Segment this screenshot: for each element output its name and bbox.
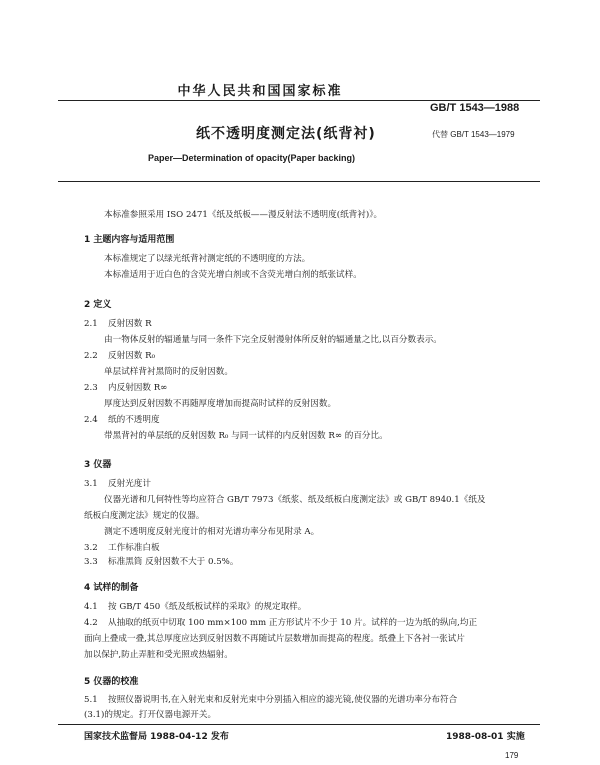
replaces-standard: 代替 GB/T 1543—1979 <box>432 130 515 139</box>
section-5-heading: 5 仪器的校准 <box>84 677 139 687</box>
definition-2-3-title: 内反射因数 R∞ <box>108 383 168 393</box>
instrument-3-1-text-line-2: 纸板白度测定法》规定的仪器。 <box>84 511 205 521</box>
calibration-5-1-number: 5.1 <box>84 695 98 705</box>
section-1-paragraph-2: 本标准适用于近白色的含荧光增白剂或不含荧光增白剂的纸张试样。 <box>104 270 362 280</box>
procedure-4-2-text-line-2: 面向上叠成一叠,其总厚度应达到反射因数不再随试片层数增加而提高的程度。纸叠上下各衬一张试片 <box>84 634 465 644</box>
instrument-3-2-title: 工作标准白板 <box>108 543 160 553</box>
instrument-3-1-text-line-1: 仪器光谱和几何特性等均应符合 GB/T 7973《纸浆、纸及纸板白度测定法》或 GB/T 8940.1《纸及 <box>104 495 486 505</box>
definition-2-1-number: 2.1 <box>84 319 98 329</box>
instrument-3-3-text: 标准黑筒 反射因数不大于 0.5%。 <box>108 557 239 567</box>
instrument-3-2-number: 3.2 <box>84 543 98 553</box>
instrument-3-1-number: 3.1 <box>84 479 98 489</box>
procedure-4-2-text-line-3: 加以保护,防止弄脏和受光照或热辐射。 <box>84 650 233 660</box>
section-1-heading: 1 主题内容与适用范围 <box>84 235 175 245</box>
instrument-3-1-title: 反射光度计 <box>108 479 151 489</box>
definition-2-1-title: 反射因数 R <box>108 319 152 329</box>
effective-date: 1988-08-01 实施 <box>446 732 525 742</box>
section-4-heading: 4 试样的制备 <box>84 583 139 593</box>
definition-2-3-number: 2.3 <box>84 383 98 393</box>
definition-2-4-number: 2.4 <box>84 415 98 425</box>
section-2-heading: 2 定义 <box>84 300 112 310</box>
issue-date: 国家技术监督局 1988-04-12 发布 <box>84 732 229 742</box>
calibration-5-1-text-line-2: (3.1)的规定。打开仪器电源开关。 <box>84 710 217 720</box>
procedure-4-1-number: 4.1 <box>84 602 98 612</box>
definition-2-2-number: 2.2 <box>84 351 98 361</box>
standard-number: GB/T 1543—1988 <box>430 102 520 114</box>
definition-2-2-title: 反射因数 R₀ <box>108 351 156 361</box>
top-rule <box>58 100 540 101</box>
page-number: 179 <box>505 751 519 760</box>
footer-rule <box>58 724 540 725</box>
intro-paragraph: 本标准参照采用 ISO 2471《纸及纸板——漫反射法不透明度(纸背衬)》。 <box>104 210 383 220</box>
definition-2-2-text: 单层试样背衬黑筒时的反射因数。 <box>104 367 233 377</box>
definition-2-1-text: 由一物体反射的辐通量与同一条件下完全反射漫射体所反射的辐通量之比,以百分数表示。 <box>104 335 442 345</box>
calibration-5-1-text-line-1: 按照仪器说明书,在入射光束和反射光束中分别插入相应的滤光镜,使仪器的光谱功率分布符合 <box>108 695 458 705</box>
header-rule <box>58 181 540 182</box>
procedure-4-1-text: 按 GB/T 450《纸及纸板试样的采取》的规定取样。 <box>108 602 307 612</box>
definition-2-3-text: 厚度达到反射因数不再随厚度增加而提高时试样的反射因数。 <box>104 399 337 409</box>
national-standard-title: 中华人民共和国国家标准 <box>177 84 343 99</box>
document-title-en: Paper—Determination of opacity(Paper backing) <box>148 153 356 163</box>
instrument-3-3-number: 3.3 <box>84 557 98 567</box>
document-title-cn: 纸不透明度测定法(纸背衬) <box>196 126 376 142</box>
section-3-heading: 3 仪器 <box>84 460 112 470</box>
section-1-paragraph-1: 本标准规定了以绿光纸背衬测定纸的不透明度的方法。 <box>104 254 311 264</box>
definition-2-4-title: 纸的不透明度 <box>108 415 160 425</box>
instrument-3-1-text-line-3: 测定不透明度反射光度计的相对光谱功率分布见附录 A。 <box>104 527 320 537</box>
definition-2-4-text: 带黑背衬的单层纸的反射因数 R₀ 与同一试样的内反射因数 R∞ 的百分比。 <box>104 431 388 441</box>
procedure-4-2-text-line-1: 从抽取的纸页中切取 100 mm×100 mm 正方形试片不少于 10 片。试样的一边为纸的纵向,均正 <box>108 618 478 628</box>
procedure-4-2-number: 4.2 <box>84 618 98 628</box>
